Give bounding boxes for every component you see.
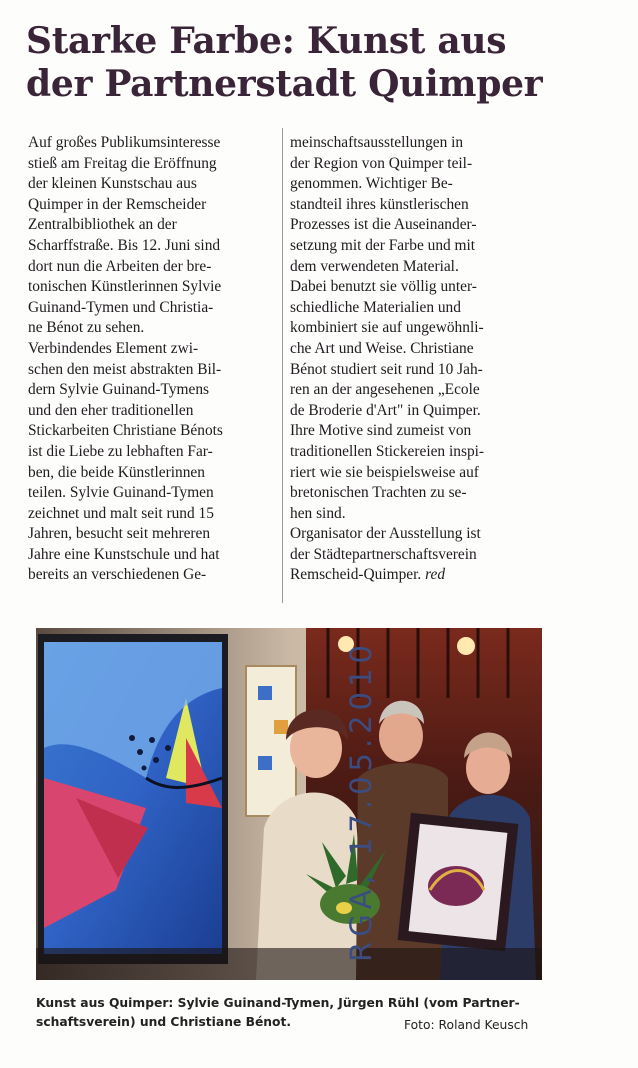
text-line: Scharffstraße. Bis 12. Juni sind xyxy=(28,236,221,254)
photo-illustration xyxy=(36,628,542,980)
text-line: bretonischen Trachten zu se- xyxy=(290,484,467,502)
text-line: Dabei benutzt sie völlig unter- xyxy=(290,278,477,296)
text-line: Jahre eine Kunstschule und hat xyxy=(28,545,220,563)
text-line: kombiniert sie auf ungewöhnli- xyxy=(290,319,484,337)
text-line: Prozesses ist die Auseinander- xyxy=(290,216,477,234)
photo-credit: Foto: Roland Keusch xyxy=(404,1018,529,1032)
text-line: ist die Liebe zu lebhaften Far- xyxy=(28,442,213,460)
text-line: dort nun die Arbeiten der bre- xyxy=(28,257,212,275)
text-line: ben, die beide Künstlerinnen xyxy=(28,463,205,481)
text-line: riert wie sie beispielsweise auf xyxy=(290,463,479,481)
text-line-last xyxy=(290,565,540,586)
text-line: der kleinen Kunstschau aus xyxy=(28,175,197,193)
text-line: schen den meist abstrakten Bil- xyxy=(28,360,222,378)
text-line: dern Sylvie Guinand-Tymens xyxy=(28,381,210,399)
text-line: Quimper in der Remscheider xyxy=(28,195,207,213)
handwritten-date-note xyxy=(346,640,380,1020)
caption-line: Kunst aus Quimper: Sylvie Guinand-Tymen, Jürgen Rühl (vom Partner- xyxy=(36,996,520,1010)
text-line: ren an der angesehenen „Ecole xyxy=(290,381,480,399)
text-line: Stickarbeiten Christiane Bénots xyxy=(28,422,223,440)
text-line: genommen. Wichtiger Be- xyxy=(290,175,453,193)
text-line: der Städtepartnerschaftsverein xyxy=(290,545,477,563)
text-line: dem verwendeten Material. xyxy=(290,257,459,275)
text-line: zeichnet und malt seit rund 15 xyxy=(28,504,214,522)
handwritten-text: RGA, 17.05.2010 xyxy=(344,640,378,962)
exhibition-photo xyxy=(36,628,542,980)
text-line: traditionellen Stickereien inspi- xyxy=(290,442,485,460)
text-line: Organisator der Ausstellung ist xyxy=(290,525,481,543)
headline xyxy=(26,20,586,106)
text-line: tonischen Künstlerinnen Sylvie xyxy=(28,278,222,296)
text-line: Jahren, besucht seit mehreren xyxy=(28,525,211,543)
text-line: ne Bénot zu sehen. xyxy=(28,319,145,337)
text-line: stieß am Freitag die Eröffnung xyxy=(28,154,217,172)
text-line: de Broderie d'Art" in Quimper. xyxy=(290,401,481,419)
text-fragment: Remscheid-Quimper. xyxy=(290,566,422,584)
text-line: Auf großes Publikumsinteresse xyxy=(28,134,221,151)
column-divider xyxy=(282,128,283,603)
headline-line: Starke Farbe: Kunst aus xyxy=(26,20,507,62)
text-line: und den eher traditionellen xyxy=(28,401,194,419)
text-line: hen sind. xyxy=(290,504,346,522)
text-line: standteil ihres künstlerischen xyxy=(290,195,469,213)
author-initials: red xyxy=(425,566,446,584)
text-line: meinschaftsausstellungen in xyxy=(290,134,464,151)
text-line: teilen. Sylvie Guinand-Tymen xyxy=(28,484,214,502)
text-line: schiedliche Materialien und xyxy=(290,298,461,316)
text-line: der Region von Quimper teil- xyxy=(290,154,473,172)
text-line: Guinand-Tymen und Christia- xyxy=(28,298,214,316)
text-line: Bénot studiert seit rund 10 Jah- xyxy=(290,360,483,378)
headline-line: der Partnerstadt Quimper xyxy=(26,63,543,105)
caption-line: schaftsverein) und Christiane Bénot. xyxy=(36,1015,292,1029)
text-line: Zentralbibliothek an der xyxy=(28,216,177,234)
text-line: bereits an verschiedenen Ge- xyxy=(28,566,207,584)
text-line: Ihre Motive sind zumeist von xyxy=(290,422,472,440)
text-line: che Art und Weise. Christiane xyxy=(290,339,474,357)
article-column-right xyxy=(290,133,540,586)
text-line: Verbindendes Element zwi- xyxy=(28,339,199,357)
article-column-left xyxy=(28,133,278,586)
text-line: setzung mit der Farbe und mit xyxy=(290,236,476,254)
